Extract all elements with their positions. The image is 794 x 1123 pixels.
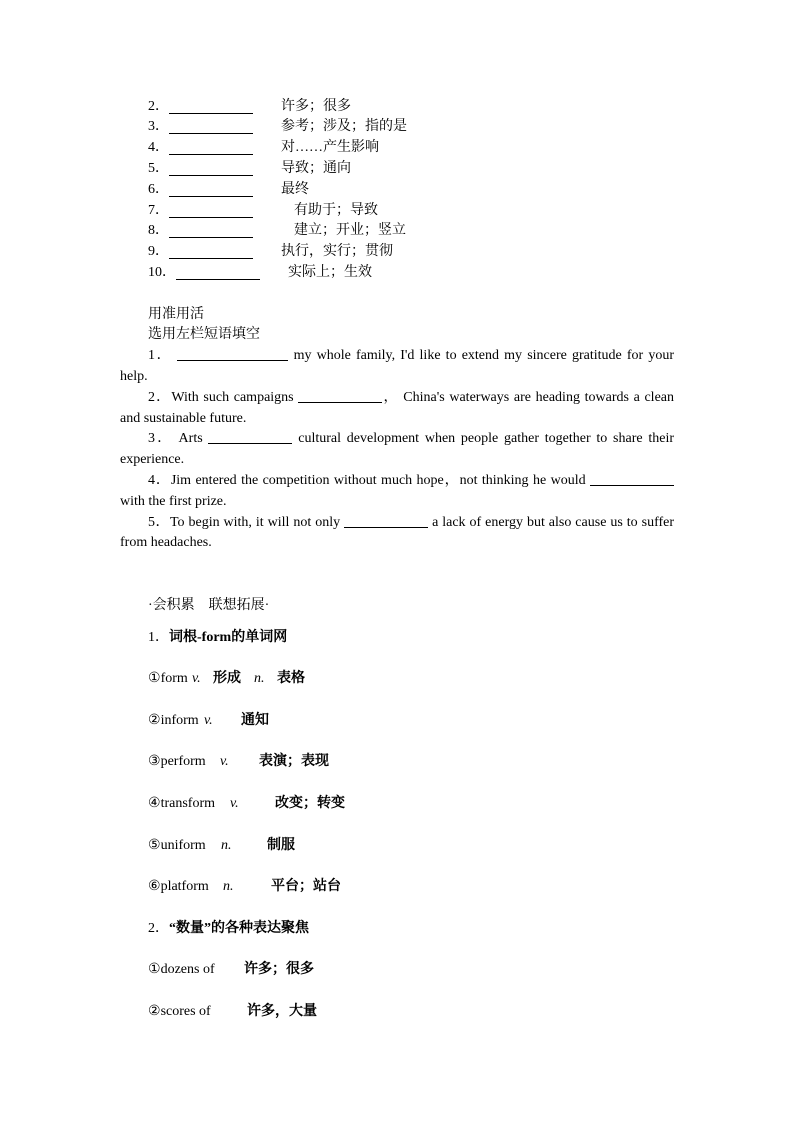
phrase-blank [169, 221, 253, 238]
entry-word: platform [160, 879, 209, 895]
exercise-text-before: With such campaigns [171, 389, 294, 405]
phrase-blank [169, 242, 253, 259]
phrase-number: 4． [148, 140, 169, 156]
word-term [148, 794, 215, 815]
entry-phrase: scores of [160, 1003, 211, 1019]
group-title-number: 1． [148, 629, 169, 645]
exercise-text-after: cultural development when people gather together to share their experience. [120, 431, 675, 468]
word-meaning: 表演；表现 [259, 754, 329, 770]
entry-phrase: dozens of [160, 962, 215, 978]
phrase-number: 5． [148, 160, 169, 176]
entry-marker: ③ [148, 754, 161, 770]
word-entry [148, 711, 748, 753]
phrase-row [0, 263, 794, 284]
spacer [0, 284, 794, 305]
phrase-blank [176, 263, 260, 280]
part-of-speech: v. [204, 712, 213, 728]
word-term [148, 711, 199, 732]
exercise-text-after: with the first prize. [120, 493, 227, 509]
exercise-number: 1． [148, 348, 173, 364]
exercise-text-after: a lack of energy but also cause us to suffer from headaches. [120, 514, 675, 551]
word-meaning: 制服 [267, 837, 295, 853]
phrase-term [148, 1002, 211, 1023]
phrase-number: 3． [148, 119, 169, 135]
part-of-speech: v. [192, 671, 201, 687]
phrase-row [0, 117, 794, 138]
worksheet-body [0, 97, 794, 555]
group-title-text: “数量”的各种表达聚焦 [169, 920, 309, 936]
phrase-blank [169, 180, 253, 197]
entry-marker: ② [148, 712, 161, 728]
phrase-meaning: 实际上；生效 [288, 264, 372, 280]
entry-word: transform [160, 795, 215, 811]
exercise-number: 4． [148, 472, 171, 488]
section-heading: 用准用活 [148, 306, 204, 322]
answer-blank [298, 389, 382, 403]
phrase-meaning: 执行，实行；贯彻 [281, 244, 393, 260]
phrase-number: 2． [148, 98, 169, 114]
exercise-text-after: ， China's waterways are heading towards a clean and sustainable future. [120, 389, 675, 426]
entry-marker: ① [148, 962, 161, 978]
phrase-meaning: 参考；涉及；指的是 [281, 119, 407, 135]
phrase-row [0, 221, 794, 242]
section-instruction: 选用左栏短语填空 [148, 327, 260, 343]
phrase-row [0, 159, 794, 180]
part-of-speech: n. [254, 671, 265, 687]
accumulate-section [148, 596, 748, 1044]
word-meaning: 通知 [241, 712, 269, 728]
word-entry [148, 836, 748, 878]
exercise-item [120, 388, 674, 430]
phrase-number: 10． [148, 264, 176, 280]
word-entry [148, 877, 748, 919]
phrase-row [0, 138, 794, 159]
exercise-number: 5． [148, 514, 170, 530]
entry-marker: ⑥ [148, 879, 161, 895]
phrase-entry [148, 1002, 748, 1044]
word-term [148, 877, 209, 898]
phrase-meaning: 建立；开业；竖立 [294, 223, 406, 239]
phrase-row [0, 201, 794, 222]
word-meaning: 改变；转变 [275, 795, 345, 811]
phrase-meaning: 许多；很多 [281, 98, 351, 114]
phrase-meaning: 最终 [281, 181, 309, 197]
phrase-meaning: 有助于；导致 [294, 202, 378, 218]
entry-marker: ② [148, 1003, 161, 1019]
entry-marker: ⑤ [148, 837, 161, 853]
phrase-meaning: 许多，大量 [247, 1003, 317, 1019]
exercise-item [120, 471, 674, 513]
phrase-number: 7． [148, 202, 169, 218]
word-meaning: 形成 [213, 671, 241, 687]
phrase-number: 8． [148, 223, 169, 239]
exercise-text-after: my whole family, I'd like to extend my sincere gratitude for your help. [120, 348, 674, 384]
exercise-item [120, 513, 674, 555]
part-of-speech: v. [230, 795, 239, 811]
word-meaning: 表格 [277, 671, 305, 687]
phrase-row [0, 97, 794, 118]
phrase-blank [169, 138, 253, 155]
exercise-number: 3． [148, 431, 174, 447]
exercise-text-before: To begin with, it will not only [169, 514, 341, 530]
part-of-speech: n. [223, 879, 234, 895]
phrase-entry [148, 960, 748, 1002]
exercise-text-before: Arts [178, 431, 203, 447]
word-entry [148, 752, 748, 794]
phrase-row [0, 180, 794, 201]
exercise-number: 2． [148, 389, 172, 405]
entry-word: perform [160, 754, 206, 770]
accumulate-heading: ·会积累 联想拓展· [148, 597, 270, 613]
answer-blank [344, 514, 428, 528]
entry-marker: ① [148, 671, 161, 687]
phrase-blank [169, 159, 253, 176]
group-title [148, 919, 748, 961]
phrase-number: 6． [148, 181, 169, 197]
entry-word: uniform [160, 837, 206, 853]
exercise-item [120, 346, 674, 388]
word-term [148, 669, 188, 690]
word-entry [148, 669, 748, 711]
part-of-speech: n. [221, 837, 232, 853]
exercise-text-before: Jim entered the competition without much hope，not thinking he would [170, 472, 586, 488]
word-term [148, 752, 206, 773]
entry-word: form [160, 671, 188, 687]
phrase-meaning: 许多；很多 [244, 962, 314, 978]
word-meaning: 平台；站台 [271, 879, 341, 895]
word-entry [148, 794, 748, 836]
phrase-term [148, 960, 215, 981]
phrase-row [0, 242, 794, 263]
entry-marker: ④ [148, 795, 161, 811]
phrase-blank [169, 201, 253, 218]
phrase-blank [169, 97, 253, 114]
answer-blank [177, 347, 288, 361]
group-title-text: 词根-form的单词网 [169, 629, 288, 645]
phrase-number: 9． [148, 244, 169, 260]
answer-blank [590, 472, 674, 486]
word-term [148, 836, 206, 857]
group-title [148, 628, 748, 670]
phrase-meaning: 对……产生影响 [281, 140, 379, 156]
entry-word: inform [160, 712, 199, 728]
phrase-meaning: 导致；通向 [281, 160, 351, 176]
part-of-speech: v. [220, 754, 229, 770]
group-title-number: 2． [148, 920, 169, 936]
answer-blank [208, 430, 292, 444]
exercise-item [120, 429, 674, 471]
phrase-blank [169, 117, 253, 134]
